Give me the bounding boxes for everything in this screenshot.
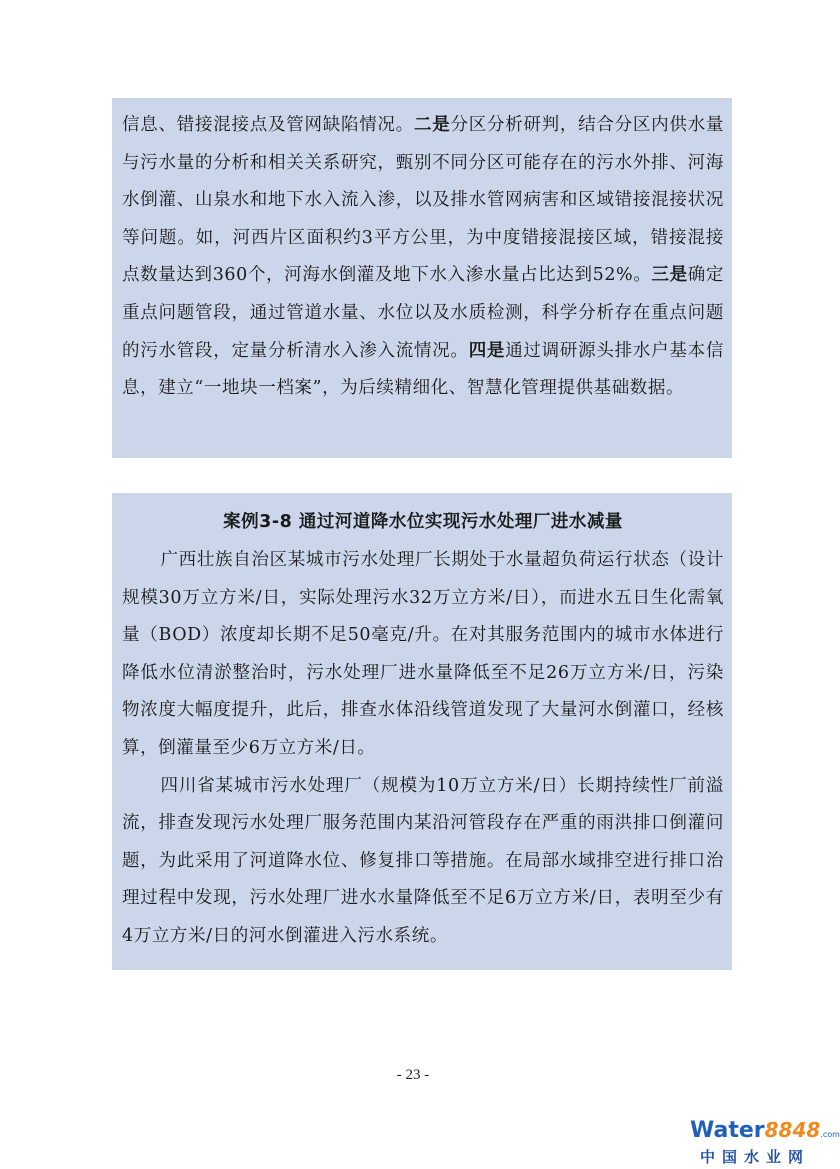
case-paragraph-1: 广西壮族自治区某城市污水处理厂长期处于水量超负荷运行状态（设计规模30万立方米/日，实际处理污水32万立方米/日），而进水五日生化需氧量（BOD）浓度却长期不足50毫克/升。在对其服务范围内的城市水体进行降低水位清淤整治时，污水处理厂进水量降低至不足26万立方米/日，污染物浓度大幅度提升，此后，排查水体沿线管道发现了大量河水倒灌口，经核算，倒灌量至少6万立方米/日。: [122, 550, 724, 758]
bold-marker: 二是: [413, 115, 451, 135]
text-segment: 通过调研源头排水户基本信息，建立“一地块一档案”，为后续精细化、智慧化管理提供基础数据。: [122, 340, 724, 399]
text-segment: 信息、错接混接点及管网缺陷情况。: [122, 115, 414, 135]
logo-wordmark: [690, 1118, 840, 1147]
page-number: - 23 -: [396, 1067, 430, 1083]
logo-water-text: Water: [690, 1118, 765, 1143]
text-box-section: [112, 98, 732, 458]
case-box: [112, 493, 732, 970]
logo-number-text: 8848: [764, 1118, 821, 1142]
logo-com-text: .com: [820, 1130, 840, 1139]
body-paragraph: [122, 107, 724, 408]
water8848-logo: [690, 1118, 840, 1166]
logo-chinese-name: 中国水业网: [700, 1148, 811, 1166]
text-segment: 确定重点问题管段，通过管道水量、水位以及水质检测，科学分析存在重点问题的污水管段，定量分析清水入渗入流情况。: [122, 265, 724, 361]
case-title: 案例3-8 通过河道降水位实现污水处理厂进水减量: [223, 512, 623, 532]
bold-marker: 四是: [468, 340, 506, 361]
bold-marker: 三是: [651, 265, 688, 286]
text-segment: 分区分析研判，结合分区内供水量与污水量的分析和相关关系研究，甄别不同分区可能存在的污水外排、河海水倒灌、山泉水和地下水入流入渗，以及排水管网病害和区域错接混接状况等问题。如，河西片区面积约3平方公里，为中度错接混接区域，错接混接点数量达到360个，河海水倒灌及地下水入渗水量占比达到52%。: [122, 115, 725, 286]
case-paragraph-2: 四川省某城市污水处理厂（规模为10万立方米/日）长期持续性厂前溢流，排查发现污水处理厂服务范围内某沿河管段存在严重的雨洪排口倒灌问题，为此采用了河道降水位、修复排口等措施。在局部水域排空进行排口治理过程中发现，污水处理厂进水水量降低至不足6万立方米/日，表明至少有4万立方米/日的河水倒灌进入污水系统。: [122, 775, 724, 946]
